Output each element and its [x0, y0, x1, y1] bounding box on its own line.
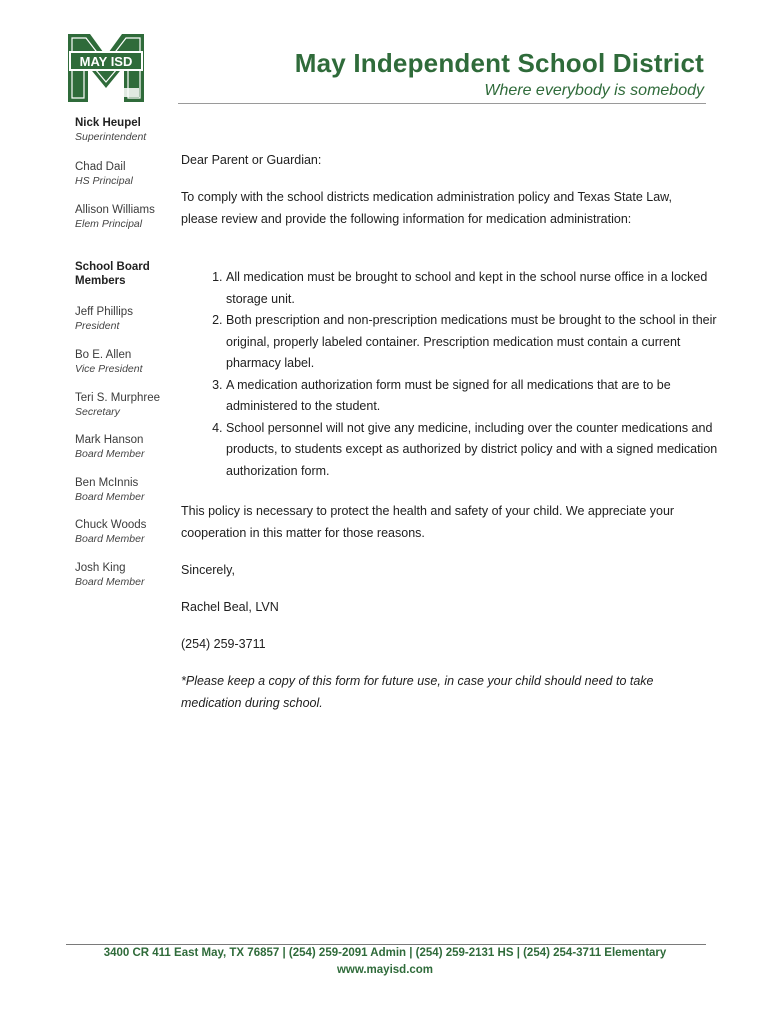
- member-name: Jeff Phillips: [75, 306, 133, 318]
- member-role: Vice President: [75, 363, 143, 375]
- sidebar-person: [75, 203, 155, 231]
- list-item: 2. Both prescription and non-prescription medications must be brought to the school in their original, properly labeled container. Prescription medication must contain a current pharmacy label.: [226, 310, 726, 375]
- list-item: 3. A medication authorization form must be signed for all medications that are to be administered to the student.: [226, 375, 726, 418]
- list-item: 1. All medication must be brought to school and kept in the school nurse office in a locked storage unit.: [226, 267, 726, 310]
- signature: Rachel Beal, LVN: [181, 600, 279, 614]
- member-name: Ben McInnis: [75, 477, 139, 489]
- intro-paragraph: To comply with the school districts medication administration policy and Texas State Law, please review and provide the following information for medication administration:: [181, 190, 672, 226]
- board-member: [75, 476, 144, 504]
- district-logo: [66, 32, 146, 104]
- member-name: Chuck Woods: [75, 519, 147, 531]
- person-role: Superintendent: [75, 131, 147, 143]
- member-name: Josh King: [75, 562, 126, 574]
- phone-number: (254) 259-3711: [181, 637, 266, 651]
- footer-divider: [66, 944, 706, 945]
- logo-text: MAY ISD: [79, 54, 133, 69]
- member-name: Mark Hanson: [75, 434, 144, 446]
- greeting: Dear Parent or Guardian:: [181, 153, 322, 167]
- member-role: Board Member: [75, 448, 145, 460]
- board-member: [75, 518, 146, 546]
- person-role: Elem Principal: [75, 218, 143, 230]
- member-name: Bo E. Allen: [75, 349, 132, 361]
- member-name: Teri S. Murphree: [75, 392, 161, 404]
- footer-website[interactable]: www.mayisd.com: [336, 964, 434, 976]
- member-role: Secretary: [75, 406, 120, 418]
- page-title: May Independent School District: [294, 48, 704, 78]
- member-role: President: [75, 320, 120, 332]
- board-member: [75, 348, 143, 376]
- requirements-list: [181, 267, 726, 482]
- member-role: Board Member: [75, 533, 145, 545]
- board-member: [75, 391, 160, 419]
- sidebar-person: [75, 160, 133, 188]
- signoff: Sincerely,: [181, 563, 235, 577]
- m-letter-icon: [66, 32, 146, 104]
- header-divider: [178, 103, 706, 104]
- board-heading: [75, 260, 150, 288]
- board-heading-line: Members: [75, 275, 126, 287]
- tagline: Where everybody is somebody: [484, 82, 704, 99]
- person-name: Nick Heupel: [75, 117, 141, 129]
- person-role: HS Principal: [75, 175, 133, 187]
- footnote: *Please keep a copy of this form for future use, in case your child should need to take medication during school.: [181, 674, 654, 710]
- closing-paragraph: This policy is necessary to protect the health and safety of your child. We appreciate your cooperation in this matter for those reasons.: [181, 504, 675, 540]
- person-name: Allison Williams: [75, 204, 155, 216]
- board-member: [75, 561, 144, 589]
- member-role: Board Member: [75, 491, 145, 503]
- list-item: 4. School personnel will not give any medicine, including over the counter medications and products, to students except as authorized by district policy and with a signed medication authorization form.: [226, 418, 726, 483]
- person-name: Chad Dail: [75, 161, 126, 173]
- footer-address: 3400 CR 411 East May, TX 76857 | (254) 259-2091 Admin | (254) 259-2131 HS | (254) 254-3711 Elementary: [103, 947, 667, 959]
- board-member: [75, 305, 133, 333]
- member-role: Board Member: [75, 576, 145, 588]
- sidebar-person: [75, 116, 146, 144]
- board-heading-line: School Board: [75, 261, 150, 273]
- board-member: [75, 433, 144, 461]
